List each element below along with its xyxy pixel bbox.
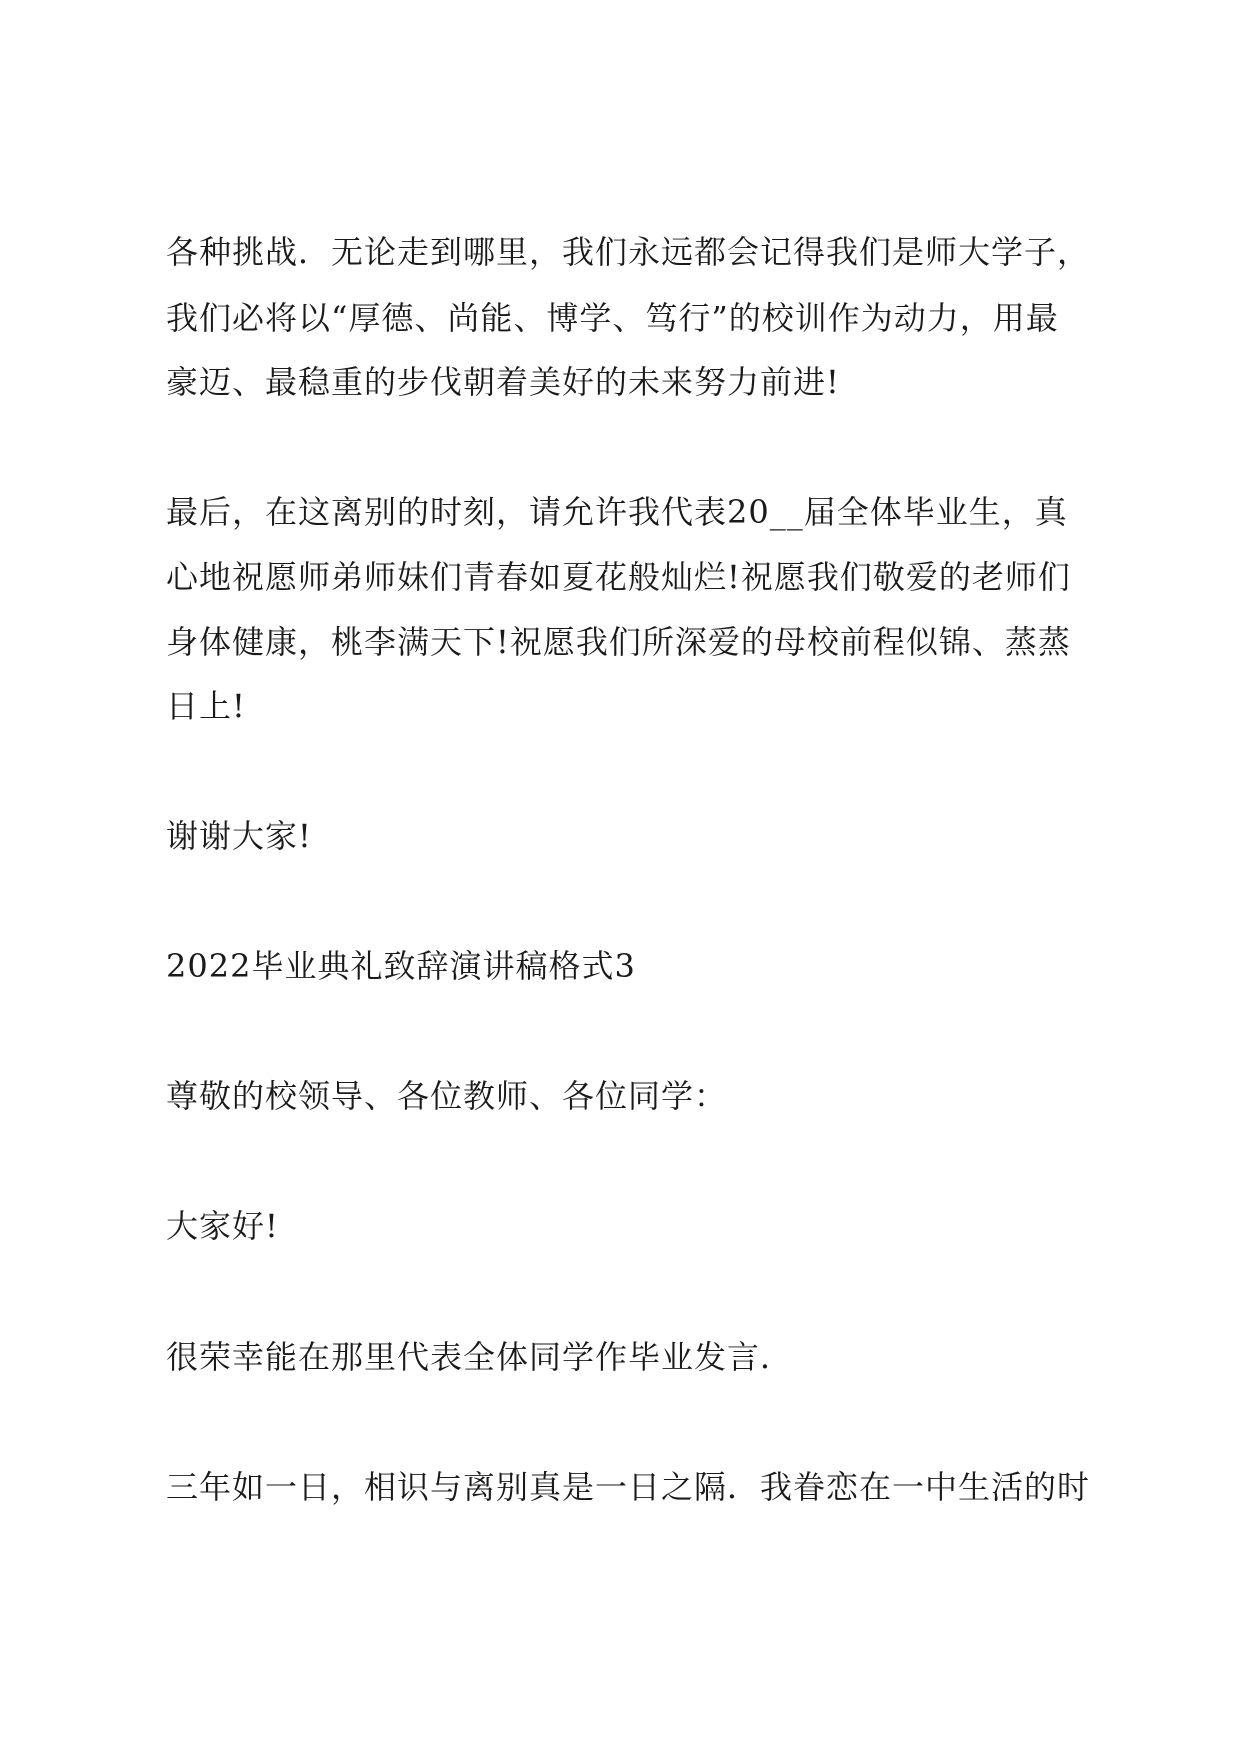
paragraph-line: 心地祝愿师弟师妹们青春如夏花般灿烂!祝愿我们敬爱的老师们 — [166, 558, 1071, 596]
greeting-line: 大家好! — [166, 1207, 279, 1245]
paragraph-line: 三年如一日，相识与离别真是一日之隔．我眷恋在一中生活的时 — [166, 1468, 1091, 1506]
paragraph-line: 身体健康，桃李满天下!祝愿我们所深爱的母校前程似锦、蒸蒸 — [166, 623, 1071, 661]
paragraph-line: 豪迈、最稳重的步伐朝着美好的未来努力前进! — [166, 363, 840, 401]
paragraph-line: 各种挑战．无论走到哪里，我们永远都会记得我们是师大学子， — [166, 233, 1091, 271]
paragraph-line: 日上! — [166, 687, 246, 725]
intro-line: 很荣幸能在那里代表全体同学作毕业发言． — [166, 1338, 794, 1376]
thanks-line: 谢谢大家! — [166, 817, 312, 855]
salutation-line: 尊敬的校领导、各位教师、各位同学： — [166, 1077, 728, 1115]
paragraph-line: 我们必将以“厚德、尚能、博学、笃行”的校训作为动力，用最 — [166, 299, 1059, 337]
paragraph-line: 最后，在这离别的时刻，请允许我代表20__届全体毕业生，真 — [166, 493, 1068, 531]
section-title: 2022毕业典礼致辞演讲稿格式3 — [166, 947, 636, 985]
